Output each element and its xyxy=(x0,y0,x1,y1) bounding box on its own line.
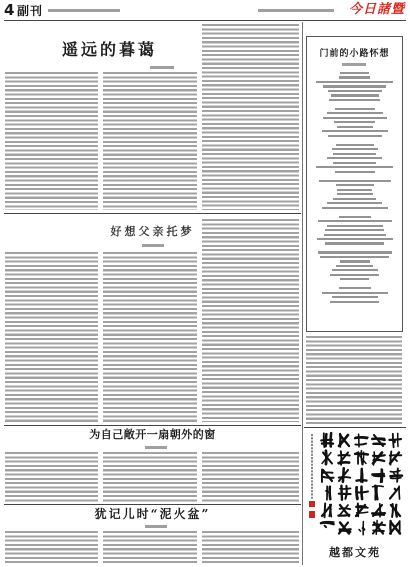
calligraphy-glyph xyxy=(339,486,351,500)
brush-stroke xyxy=(374,452,375,465)
calligraphy-glyph xyxy=(321,433,333,447)
brush-stroke xyxy=(372,474,383,475)
calligraphy-glyph xyxy=(321,522,334,527)
newspaper-logo: 今日諸暨 xyxy=(348,2,405,17)
poem-line xyxy=(328,90,382,92)
poem-line xyxy=(318,251,392,253)
poem-line xyxy=(327,202,382,204)
brush-stroke xyxy=(395,489,397,491)
brush-stroke xyxy=(357,512,368,513)
poem-line xyxy=(327,112,383,114)
brush-stroke xyxy=(361,469,362,482)
poem-line xyxy=(336,184,374,186)
brush-stroke xyxy=(390,451,391,464)
calligraphy-glyph xyxy=(390,521,400,534)
calligraphy-glyph xyxy=(372,469,384,482)
poem-line xyxy=(334,121,375,123)
poem-line xyxy=(337,193,373,195)
page-number: 4 xyxy=(4,1,15,19)
red-seal xyxy=(309,501,315,507)
calligraphy-glyph xyxy=(390,486,400,499)
calligraphy-glyph xyxy=(390,468,402,481)
poem-line xyxy=(332,269,378,271)
poem-line xyxy=(329,99,380,101)
calligraphy-glyph xyxy=(357,468,367,482)
poem-line xyxy=(327,157,382,159)
calligraphy-glyph xyxy=(373,521,385,535)
poem-line xyxy=(318,220,392,222)
poem-line xyxy=(317,238,393,240)
calligraphy-glyph xyxy=(372,504,385,517)
red-seal xyxy=(309,511,315,518)
brush-stroke xyxy=(373,525,385,526)
brush-stroke xyxy=(325,526,327,528)
poem-title: 门前的小路怀想 xyxy=(319,49,390,59)
calligraphy-glyph xyxy=(356,487,368,499)
poem-line xyxy=(323,85,386,87)
brush-stroke xyxy=(355,444,366,445)
poem-line xyxy=(336,265,373,267)
brush-stroke xyxy=(391,478,401,479)
calligraphy-glyph xyxy=(390,451,402,464)
calligraphy-glyph xyxy=(389,433,400,447)
calligraphy-glyph xyxy=(338,505,350,516)
calligraphy-glyph xyxy=(372,435,385,446)
brush-stroke xyxy=(345,486,346,499)
brush-stroke xyxy=(341,451,342,464)
article-headline: 为自己敞开一扇朝外的窗 xyxy=(89,428,216,441)
brush-stroke xyxy=(392,504,393,517)
poem-line xyxy=(330,274,379,276)
brush-stroke xyxy=(390,521,391,534)
article-body-column xyxy=(103,72,197,210)
poem-line xyxy=(320,256,389,258)
brush-stroke xyxy=(376,486,377,499)
byline xyxy=(142,244,164,247)
brush-stroke xyxy=(374,476,385,477)
poem-byline xyxy=(342,63,366,66)
byline xyxy=(145,446,167,449)
poem-line xyxy=(331,94,379,96)
column-name: 越都文苑 xyxy=(329,546,381,559)
brush-stroke xyxy=(363,452,364,464)
poem-line xyxy=(340,72,369,74)
poem-line xyxy=(325,242,384,244)
calligraphy-glyph xyxy=(359,521,364,534)
calligraphy-glyph xyxy=(339,523,351,534)
poem-line xyxy=(340,260,370,262)
brush-stroke xyxy=(339,462,350,463)
calligraphy-glyph xyxy=(373,486,384,500)
brush-stroke xyxy=(394,473,396,475)
brush-stroke xyxy=(341,486,342,500)
poem-line xyxy=(339,76,370,78)
calligraphy-glyph xyxy=(373,452,385,465)
poem-line xyxy=(340,278,369,280)
brush-stroke xyxy=(339,477,350,478)
poem-line xyxy=(332,296,378,298)
brush-stroke xyxy=(389,439,400,440)
calligraphy-glyph xyxy=(356,504,368,517)
byline xyxy=(150,66,174,69)
section-divider xyxy=(304,427,406,428)
brush-stroke xyxy=(396,505,397,517)
calligraphy-glyph xyxy=(355,451,368,465)
brush-stroke xyxy=(373,486,384,487)
article-body-column xyxy=(202,219,299,422)
article-body-column xyxy=(202,531,299,565)
header-rule xyxy=(4,20,406,21)
brush-stroke xyxy=(340,488,350,489)
article-body-column xyxy=(202,24,299,210)
poem-line xyxy=(335,171,375,173)
poem-line xyxy=(325,229,384,231)
brush-stroke xyxy=(325,503,326,517)
poem-line xyxy=(335,108,375,110)
article-divider xyxy=(4,425,301,426)
poem-line xyxy=(339,287,371,289)
brush-stroke xyxy=(395,460,397,462)
poem-line xyxy=(339,216,371,218)
brush-stroke xyxy=(321,440,332,441)
article-divider xyxy=(4,504,301,505)
brush-stroke xyxy=(356,507,368,508)
calligraphy-glyph xyxy=(322,469,334,481)
poem-line xyxy=(319,180,391,182)
brush-stroke xyxy=(321,523,333,524)
article-body-column xyxy=(103,252,197,422)
calligraphy-glyph xyxy=(339,468,350,482)
article-body-column xyxy=(103,452,197,502)
byline xyxy=(145,525,167,528)
poem-line xyxy=(324,234,386,236)
calligraphy-glyph xyxy=(326,486,330,499)
article-headline: 好想父亲托梦 xyxy=(110,225,195,238)
article-body-column xyxy=(306,336,402,424)
poem-line xyxy=(322,207,388,209)
brush-stroke xyxy=(359,530,361,532)
poem-line xyxy=(333,162,376,164)
article-headline: 犹记儿时“泥火盆” xyxy=(94,507,211,521)
article-body-column xyxy=(5,252,98,422)
poem-line xyxy=(336,144,374,146)
article-headline: 遥远的暮蔼 xyxy=(62,40,158,59)
brush-stroke xyxy=(391,476,402,477)
poem-line xyxy=(323,117,387,119)
article-body-column xyxy=(202,452,299,502)
article-divider xyxy=(4,213,301,214)
article-body-column xyxy=(5,531,98,565)
calligraphy-glyph xyxy=(355,434,368,447)
brush-stroke xyxy=(397,468,398,481)
calligraphy-glyph xyxy=(338,451,349,464)
poem-line xyxy=(337,189,372,191)
column-separator xyxy=(302,22,303,565)
poem-line xyxy=(327,225,383,227)
calligraphy-glyph xyxy=(339,434,349,447)
poem-line xyxy=(316,166,393,168)
brush-stroke xyxy=(330,487,331,499)
calligraphy-glyph xyxy=(322,503,331,517)
article-body-column xyxy=(5,452,98,502)
brush-stroke xyxy=(356,492,368,493)
poem-line xyxy=(322,130,388,132)
date-line xyxy=(48,9,120,12)
article-body-column xyxy=(103,531,197,565)
brush-stroke xyxy=(355,454,368,455)
poem-line xyxy=(330,301,379,303)
poem-body xyxy=(306,72,403,326)
brush-stroke xyxy=(363,528,365,530)
poem-line xyxy=(333,198,376,200)
poem-line xyxy=(328,135,382,137)
editor-line xyxy=(258,9,334,12)
poem-line xyxy=(337,126,373,128)
poem-line xyxy=(332,148,378,150)
calligraphy-glyph xyxy=(391,504,400,517)
poem-line xyxy=(333,153,376,155)
poem-line xyxy=(316,81,393,83)
calligraphy-artwork xyxy=(306,431,404,541)
section-name: 副刊 xyxy=(17,4,44,18)
article-body-column xyxy=(5,72,98,210)
poem-line xyxy=(322,292,388,294)
calligraphy-glyph xyxy=(322,451,332,464)
